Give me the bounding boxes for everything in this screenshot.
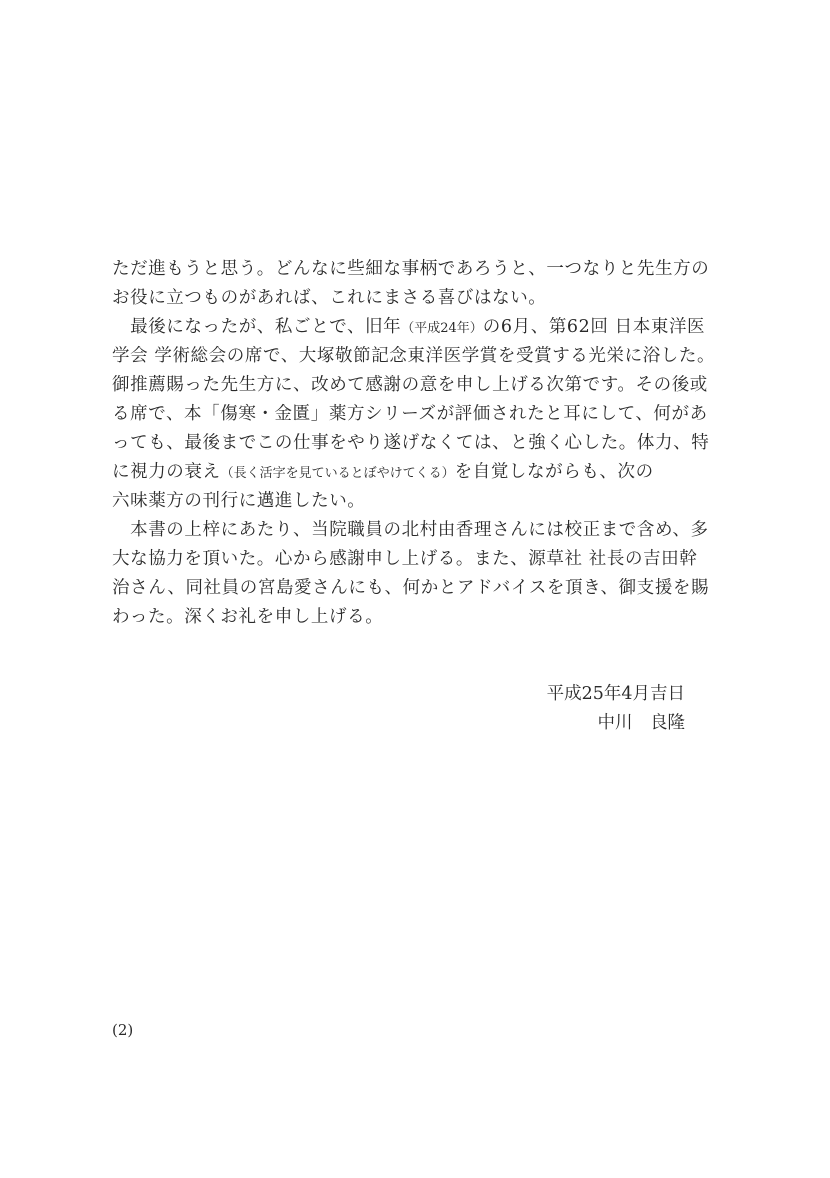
text-line (112, 603, 732, 632)
text-segment: ただ進もうと思う。どんなに些細な事柄であろうと、一つなりと先生方の (112, 259, 710, 279)
text-segment: の6月、第62回 日本東洋医 (482, 317, 706, 337)
text-segment: 治さん、同社員の宮島愛さんにも、何かとアドバイスを頂き、御支援を賜 (112, 578, 710, 598)
text-segment: っても、最後までこの仕事をやり遂げなくては、と強く心した。体力、特 (112, 433, 710, 453)
text-segment: 本書の上梓にあたり、当院職員の北村由香理さんには校正まで含め、多 (112, 520, 709, 540)
text-line (112, 545, 732, 574)
text-line (112, 371, 732, 400)
text-line (112, 284, 732, 313)
page-number: (2) (112, 1021, 134, 1039)
text-segment: お役に立つものがあれば、これにまさる喜びはない。 (112, 288, 547, 308)
text-segment: を自覚しながらも、次の (454, 462, 654, 482)
text-line (112, 429, 732, 458)
text-line (112, 400, 732, 429)
text-line (112, 342, 732, 371)
text-segment: わった。深くお礼を申し上げる。 (112, 607, 384, 627)
parenthetical-note: （長く活字を見ているとぼやけてくる） (220, 466, 455, 481)
text-segment: 最後になったが、私ごとで、旧年 (112, 317, 402, 337)
text-line (112, 574, 732, 603)
parenthetical-note: （平成24年） (401, 321, 483, 336)
signature-author: 中川 良隆 (597, 713, 685, 733)
text-line (112, 313, 732, 342)
text-line (112, 487, 732, 516)
text-segment: る席で、本「傷寒・金匱」薬方シリーズが評価されたと耳にして、何があ (112, 404, 708, 424)
text-segment: に視力の衰え (112, 462, 221, 482)
text-line (112, 516, 732, 545)
text-line (112, 255, 732, 284)
text-line (112, 458, 732, 487)
text-segment: 大な協力を頂いた。心から感謝申し上げる。また、源草社 社長の吉田幹 (112, 549, 698, 569)
body-text (112, 255, 732, 632)
text-segment: 学会 学術総会の席で、大塚敬節記念東洋医学賞を受賞する光栄に浴した。 (112, 346, 716, 366)
signature-date: 平成25年4月吉日 (546, 684, 685, 704)
text-segment: 六味薬方の刊行に邁進したい。 (112, 491, 366, 511)
text-segment: 御推薦賜った先生方に、改めて感謝の意を申し上げる次第です。その後或 (112, 375, 708, 395)
